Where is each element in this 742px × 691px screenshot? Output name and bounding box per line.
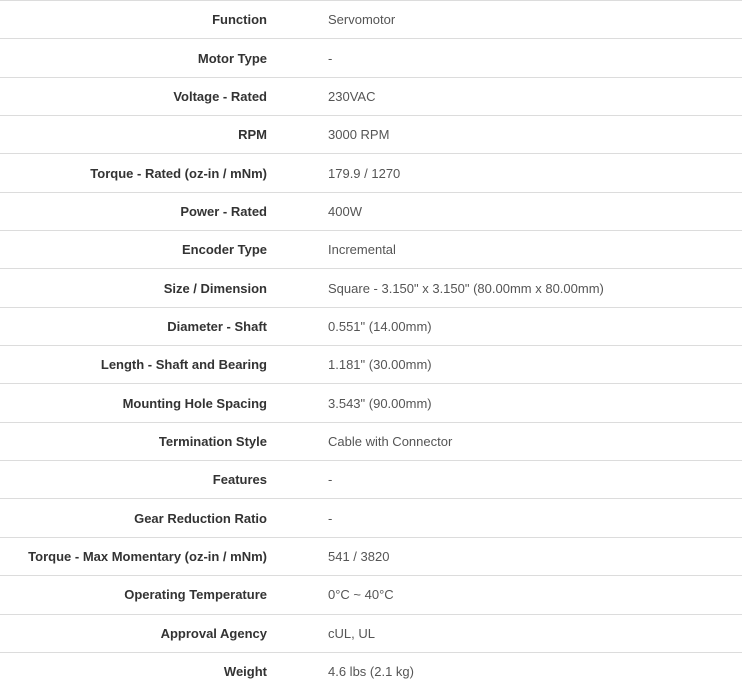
spec-value: - bbox=[298, 499, 742, 537]
spec-label: Mounting Hole Spacing bbox=[0, 384, 298, 422]
spec-label: Function bbox=[0, 1, 298, 39]
spec-value: 0°C ~ 40°C bbox=[298, 576, 742, 614]
spec-label: Motor Type bbox=[0, 39, 298, 77]
spec-label: RPM bbox=[0, 116, 298, 154]
spec-row-torque-max-momentary bbox=[0, 537, 742, 575]
spec-value: 1.181" (30.00mm) bbox=[298, 346, 742, 384]
spec-value: Square - 3.150" x 3.150" (80.00mm x 80.00mm) bbox=[298, 269, 742, 307]
spec-value: 400W bbox=[298, 192, 742, 230]
spec-value: - bbox=[298, 39, 742, 77]
spec-row-operating-temperature bbox=[0, 576, 742, 614]
spec-row-rpm bbox=[0, 116, 742, 154]
spec-label: Encoder Type bbox=[0, 231, 298, 269]
spec-label: Power - Rated bbox=[0, 192, 298, 230]
spec-row-length-shaft-bearing bbox=[0, 346, 742, 384]
spec-row-size-dimension bbox=[0, 269, 742, 307]
specifications-table-body bbox=[0, 1, 742, 691]
spec-label: Voltage - Rated bbox=[0, 77, 298, 115]
spec-value: Incremental bbox=[298, 231, 742, 269]
spec-value: 4.6 lbs (2.1 kg) bbox=[298, 652, 742, 690]
spec-row-power-rated bbox=[0, 192, 742, 230]
spec-label: Torque - Max Momentary (oz-in / mNm) bbox=[0, 537, 298, 575]
spec-value: 541 / 3820 bbox=[298, 537, 742, 575]
spec-row-encoder-type bbox=[0, 231, 742, 269]
spec-label: Length - Shaft and Bearing bbox=[0, 346, 298, 384]
spec-value: - bbox=[298, 461, 742, 499]
spec-value: Servomotor bbox=[298, 1, 742, 39]
spec-value: 230VAC bbox=[298, 77, 742, 115]
spec-row-motor-type bbox=[0, 39, 742, 77]
spec-row-torque-rated bbox=[0, 154, 742, 192]
spec-label: Size / Dimension bbox=[0, 269, 298, 307]
spec-row-weight bbox=[0, 652, 742, 690]
spec-label: Torque - Rated (oz-in / mNm) bbox=[0, 154, 298, 192]
spec-value: 3.543" (90.00mm) bbox=[298, 384, 742, 422]
spec-value: 179.9 / 1270 bbox=[298, 154, 742, 192]
spec-label: Weight bbox=[0, 652, 298, 690]
spec-label: Approval Agency bbox=[0, 614, 298, 652]
spec-value: 3000 RPM bbox=[298, 116, 742, 154]
spec-row-features bbox=[0, 461, 742, 499]
spec-row-diameter-shaft bbox=[0, 307, 742, 345]
spec-row-gear-reduction-ratio bbox=[0, 499, 742, 537]
spec-value: 0.551" (14.00mm) bbox=[298, 307, 742, 345]
spec-label: Gear Reduction Ratio bbox=[0, 499, 298, 537]
spec-value: cUL, UL bbox=[298, 614, 742, 652]
spec-row-termination-style bbox=[0, 422, 742, 460]
spec-label: Features bbox=[0, 461, 298, 499]
spec-row-mounting-hole-spacing bbox=[0, 384, 742, 422]
spec-value: Cable with Connector bbox=[298, 422, 742, 460]
spec-label: Diameter - Shaft bbox=[0, 307, 298, 345]
spec-label: Operating Temperature bbox=[0, 576, 298, 614]
spec-label: Termination Style bbox=[0, 422, 298, 460]
spec-row-voltage-rated bbox=[0, 77, 742, 115]
spec-row-function bbox=[0, 1, 742, 39]
spec-row-approval-agency bbox=[0, 614, 742, 652]
